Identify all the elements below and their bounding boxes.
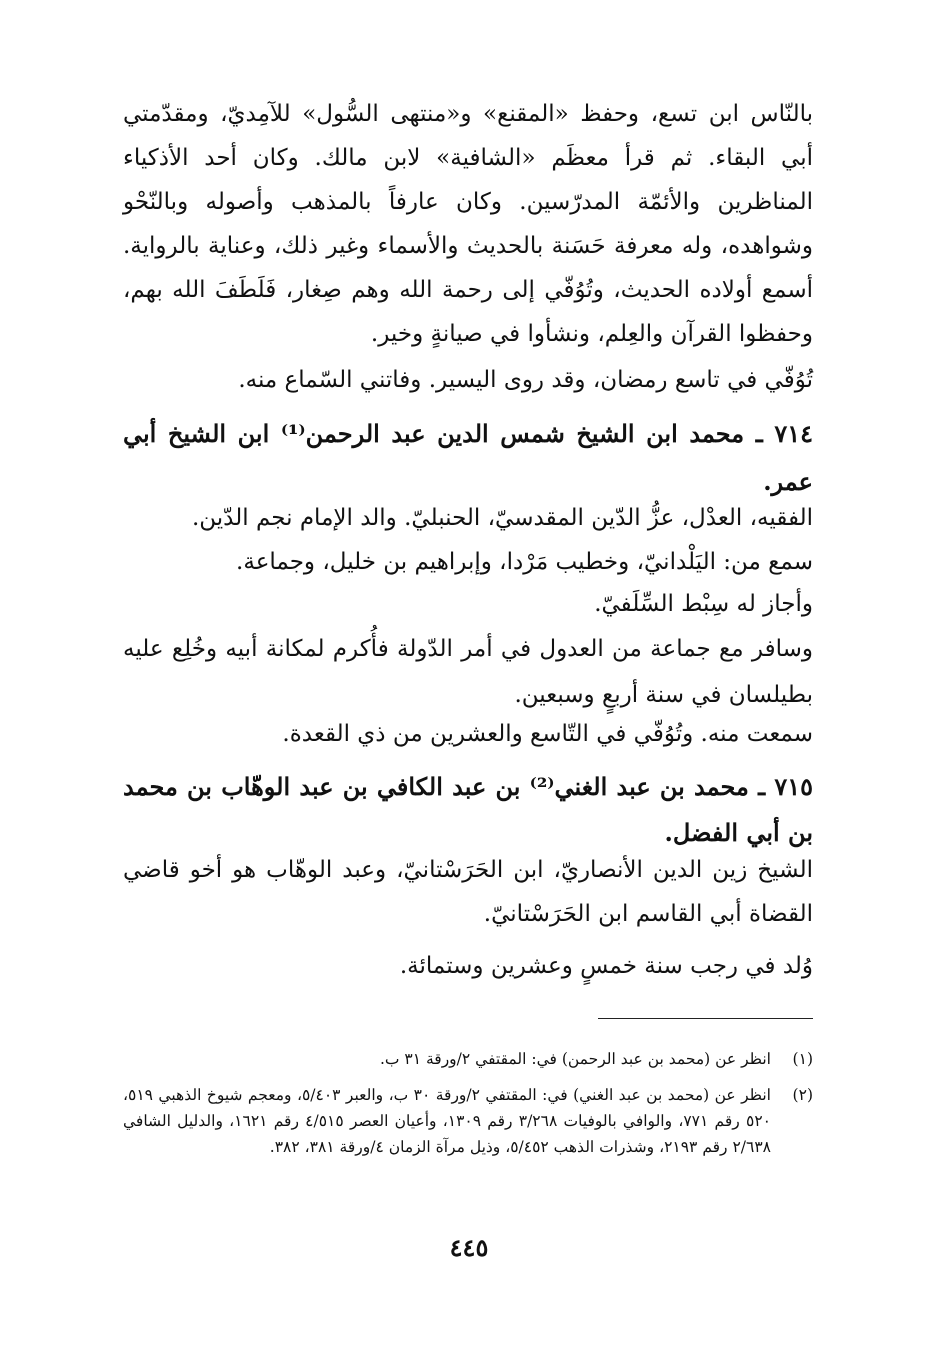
entry-714-line-4: وسافر مع جماعة من العدول في أمر الدّولة فأُكرم لمكانة أبيه وخُلِع عليه بطيلسان في سنة أربعٍ وسبعين.: [123, 636, 813, 708]
footnote-1-number: (١): [792, 1050, 813, 1068]
footnote-separator: [598, 1018, 813, 1019]
footnote-2-number: (٢): [792, 1086, 813, 1104]
entry-714-line-2: سمع من: اليَلْدانيّ، وخطيب مَرْدا، وإبراهيم بن خليل، وجماعة.: [236, 549, 813, 575]
entry-715-line-1: الشيخ زين الدين الأنصاريّ، ابن الحَرَسْتانيّ، وعبد الوهّاب هو أخو قاضي القضاة أبي القاسم ابن الحَرَسْتانيّ.: [123, 857, 813, 927]
paragraph-death-note: تُوُفّي في تاسع رمضان، وقد روى اليسير. وفاتني السّماع منه.: [238, 367, 813, 393]
page-number: ٤٤٥: [449, 1233, 489, 1262]
entry-714-heading: ٧١٤ ـ محمد ابن الشيخ شمس الدين عبد الرحمن⁽¹⁾ ابن الشيخ أبي عمر.: [123, 419, 814, 496]
paragraph-opening: بالنّاس ابن تسع، وحفظ «المقنع» و«منتهى السُّول» للآمِديّ، ومقدّمتي أبي البقاء. ثم قرأ معظَم «الشافية» لابن مالك. وكان أحد الأذكياء المناظرين والأئمّة المدرّسين. وكان عارفاً بالمذهب وأصوله وبالنّحْو وشواهده، وله معرفة حَسَنة بالحديث والأسماء وغير ذلك، وعناية بالرواية. أسمع أولاده الحديث، وتُوُفّي إلى رحمة الله وهم صِغار، فَلَطَفَ الله بهم، وحفظوا القرآن والعِلم، ونشأوا في صيانةٍ وخير.: [123, 101, 813, 347]
footnote-1-text: انظر عن (محمد بن عبد الرحمن) في: المقتفي ٢/ورقة ٣١ ب.: [379, 1050, 771, 1068]
entry-714-line-1: الفقيه، العدْل، عزُّ الدّين المقدسيّ، الحنبليّ. والد الإمام نجم الدّين.: [191, 505, 813, 531]
entry-715-line-2: وُلد في رجب سنة خمسٍ وعشرين وستمائة.: [399, 953, 813, 979]
entry-714-line-3: وأجاز له سِبْط السِّلَفيّ.: [594, 591, 813, 617]
footnote-2-text: انظر عن (محمد بن عبد الغني) في: المقتفي ٢/ورقة ٣٠ ب، والعبر ٥/٤٠٣، ومعجم شيوخ الذهبي ٥١٩، ٥٢٠ رقم ٧٧١، والوافي بالوفيات ٣/٢٦٨ رقم ١٣٠٩، وأعيان العصر ٤/٥١٥ رقم ١٦٢١، والدليل الشافي ٢/٦٣٨ رقم ٢١٩٣، وشذرات الذهب ٥/٤٥٢، وذيل مرآة الزمان ٤/ورقة ٣٨١، ٣٨٢.: [123, 1086, 771, 1156]
footnote-1: [123, 1046, 813, 1072]
entry-714-line-5: سمعت منه. وتُوُفّي في التّاسع والعشرين من ذي القعدة.: [282, 721, 813, 747]
entry-715-heading: ٧١٥ ـ محمد بن عبد الغني⁽²⁾ بن عبد الكافي بن عبد الوهّاب بن محمد بن أبي الفضل.: [123, 772, 813, 847]
footnote-2: [123, 1082, 813, 1160]
